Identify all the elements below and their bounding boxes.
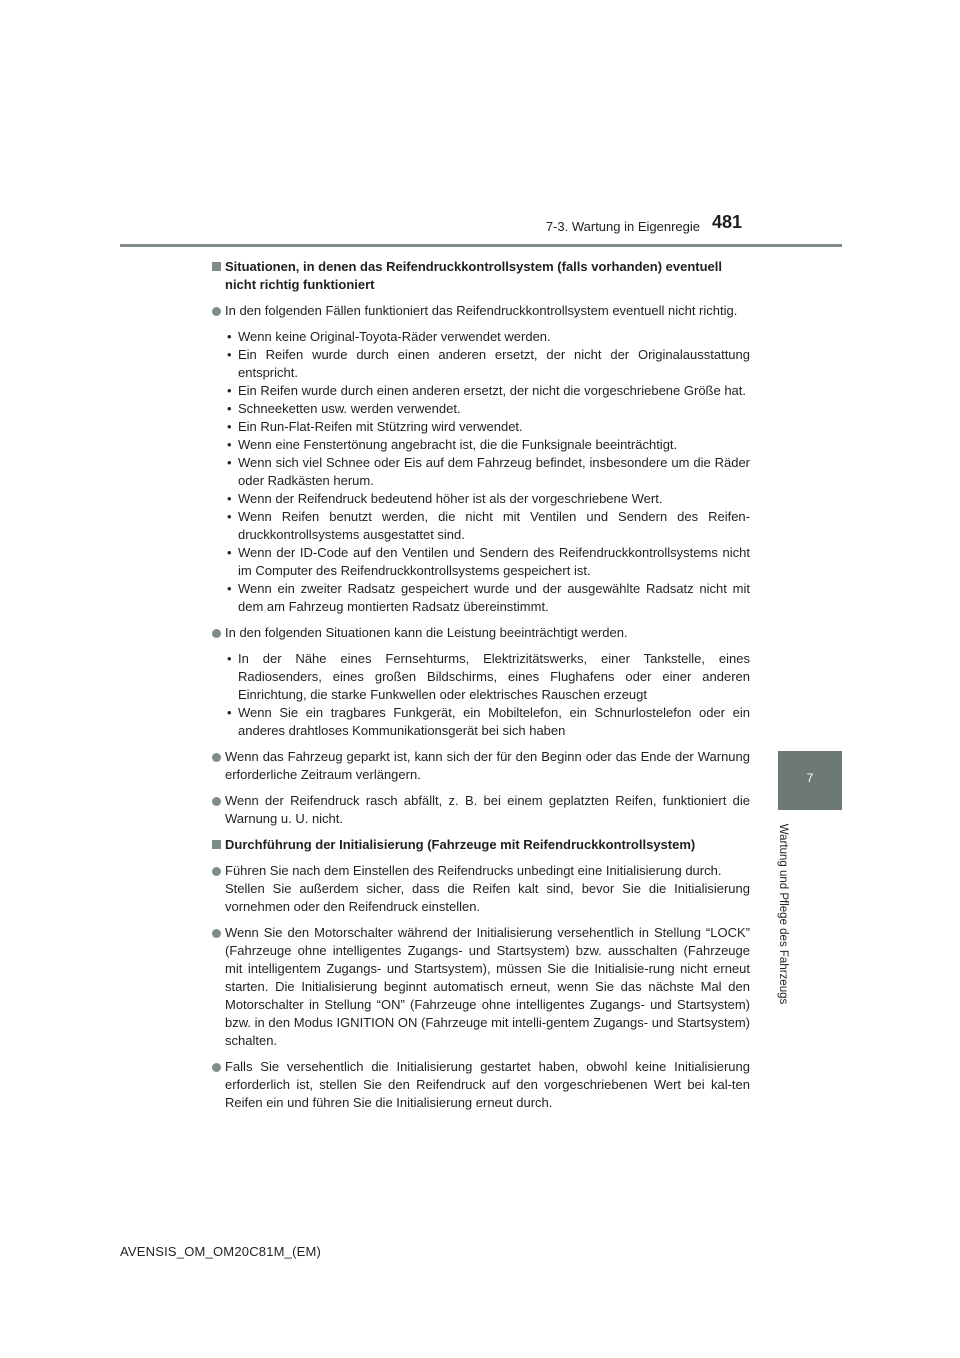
sub-bullet: • Wenn der ID-Code auf den Ventilen und Sendern des Reifendruckkontrollsystems nicht im Computer des Reifendruckkontrollsystems gespeichert ist. [225,544,750,580]
list-item [212,624,750,642]
sub-bullet-list [212,650,750,740]
list-item [212,862,750,916]
item-text: In den folgenden Fällen funktioniert das Reifendruckkontrollsystem eventuell nicht richtig. [225,303,738,318]
circle-bullet-icon [212,629,221,638]
circle-bullet-icon [212,1063,221,1072]
list-item [212,1058,750,1112]
section-heading [212,258,750,294]
sub-bullet: • Wenn sich viel Schnee oder Eis auf dem Fahrzeug befindet, insbesondere um die Räder oder Radkästen herum. [225,454,750,490]
square-bullet-icon [212,840,221,849]
item-text: Wenn das Fahrzeug geparkt ist, kann sich der für den Beginn oder das Ende der Warnung erforderliche Zeitraum verlängern. [225,749,750,782]
sub-bullet: • In der Nähe eines Fernsehturms, Elektrizitätswerks, einer Tankstelle, eines Radiosenders, eines großen Bildschirms, eines Flughafens oder einer anderen Einrichtung, die starke Funkwellen oder elektrisches Rauschen erzeugt [225,650,750,704]
section-heading [212,836,750,854]
section-heading-text: Situationen, in denen das Reifendruckkontrollsystem (falls vorhanden) eventuell nicht richtig funktioniert [225,259,722,292]
circle-bullet-icon [212,307,221,316]
main-content [212,258,750,1120]
circle-bullet-icon [212,867,221,876]
item-text: Wenn der Reifendruck rasch abfällt, z. B. bei einem geplatzten Reifen, funktioniert die Warnung u. U. nicht. [225,793,750,826]
chapter-side-label [771,820,795,1020]
sub-bullet: • Wenn keine Original-Toyota-Räder verwendet werden. [225,328,750,346]
footer-doc-code: AVENSIS_OM_OM20C81M_(EM) [120,1244,322,1259]
item-text: Falls Sie versehentlich die Initialisierung gestartet haben, obwohl keine Initialisierung erforderlich ist, stellen Sie den Reifendruck auf den vorgeschriebenen Wert bei kal-ten Reifen ein und führen Sie die Initialisierung erneut durch. [225,1059,750,1110]
sub-bullet: • Schneeketten usw. werden verwendet. [225,400,750,418]
sub-bullet: • Wenn Sie ein tragbares Funkgerät, ein Mobiltelefon, ein Schnurlostelefon oder ein anderes drahtloses Kommunikationsgerät bei sich haben [225,704,750,740]
square-bullet-icon [212,262,221,271]
sub-bullet: • Ein Reifen wurde durch einen anderen ersetzt, der nicht die vorgeschriebene Größe hat. [225,382,750,400]
sub-bullet: • Ein Reifen wurde durch einen anderen ersetzt, der nicht der Originalausstattung entspricht. [225,346,750,382]
list-item [212,792,750,828]
section-heading-text: Durchführung der Initialisierung (Fahrzeuge mit Reifendruckkontrollsystem) [225,837,696,852]
circle-bullet-icon [212,797,221,806]
chapter-side-label-text: Wartung und Pflege des Fahrzeugs [777,823,789,1005]
chapter-tab [778,751,842,810]
sub-bullet: • Wenn der Reifendruck bedeutend höher ist als der vorgeschriebene Wert. [225,490,750,508]
circle-bullet-icon [212,929,221,938]
item-text: Führen Sie nach dem Einstellen des Reifendrucks unbedingt eine Initialisierung durch. [225,863,722,878]
sub-bullet: • Wenn ein zweiter Radsatz gespeichert wurde und der ausgewählte Radsatz nicht mit dem am Fahrzeug montierten Radsatz übereinstimmt. [225,580,750,616]
item-text-continued: Stellen Sie außerdem sicher, dass die Reifen kalt sind, bevor Sie die Initialisierung vornehmen oder den Reifendruck einstellen. [225,881,750,914]
sub-bullet-list [212,328,750,616]
sub-bullet: • Wenn eine Fenstertönung angebracht ist, die die Funksignale beeinträchtigt. [225,436,750,454]
header-rule [120,244,842,247]
list-item [212,302,750,320]
chapter-tab-number: 7 [806,771,814,785]
list-item [212,924,750,1050]
item-text: Wenn Sie den Motorschalter während der Initialisierung versehentlich in Stellung “LOCK” (Fahrzeuge ohne intelligentes Zugangs- und Startsystem) bzw. ausschalten (Fahrzeuge mit intelligentem Zugangs- und Startsystem), müssen Sie die Initialisie-rung nicht erneut starten. Die Initialisierung beginnt automatisch erneut, wenn Sie das nächste Mal den Motorschalter in Stellung “ON” (Fahrzeuge ohne intelligentes Zugangs- und Startsystem) bzw. in den Modus IGNITION ON (Fahrzeuge mit intelli-gentem Zugangs- und Startsystem) schalten. [225,925,750,1048]
page-header-title: 7-3. Wartung in Eigenregie [545,219,700,234]
circle-bullet-icon [212,753,221,762]
sub-bullet: • Ein Run-Flat-Reifen mit Stützring wird verwendet. [225,418,750,436]
list-item [212,748,750,784]
page-number: 481 [712,212,743,232]
item-text: In den folgenden Situationen kann die Leistung beeinträchtigt werden. [225,625,628,640]
sub-bullet: • Wenn Reifen benutzt werden, die nicht mit Ventilen und Sendern des Reifen-druckkontrollsystems ausgestattet sind. [225,508,750,544]
